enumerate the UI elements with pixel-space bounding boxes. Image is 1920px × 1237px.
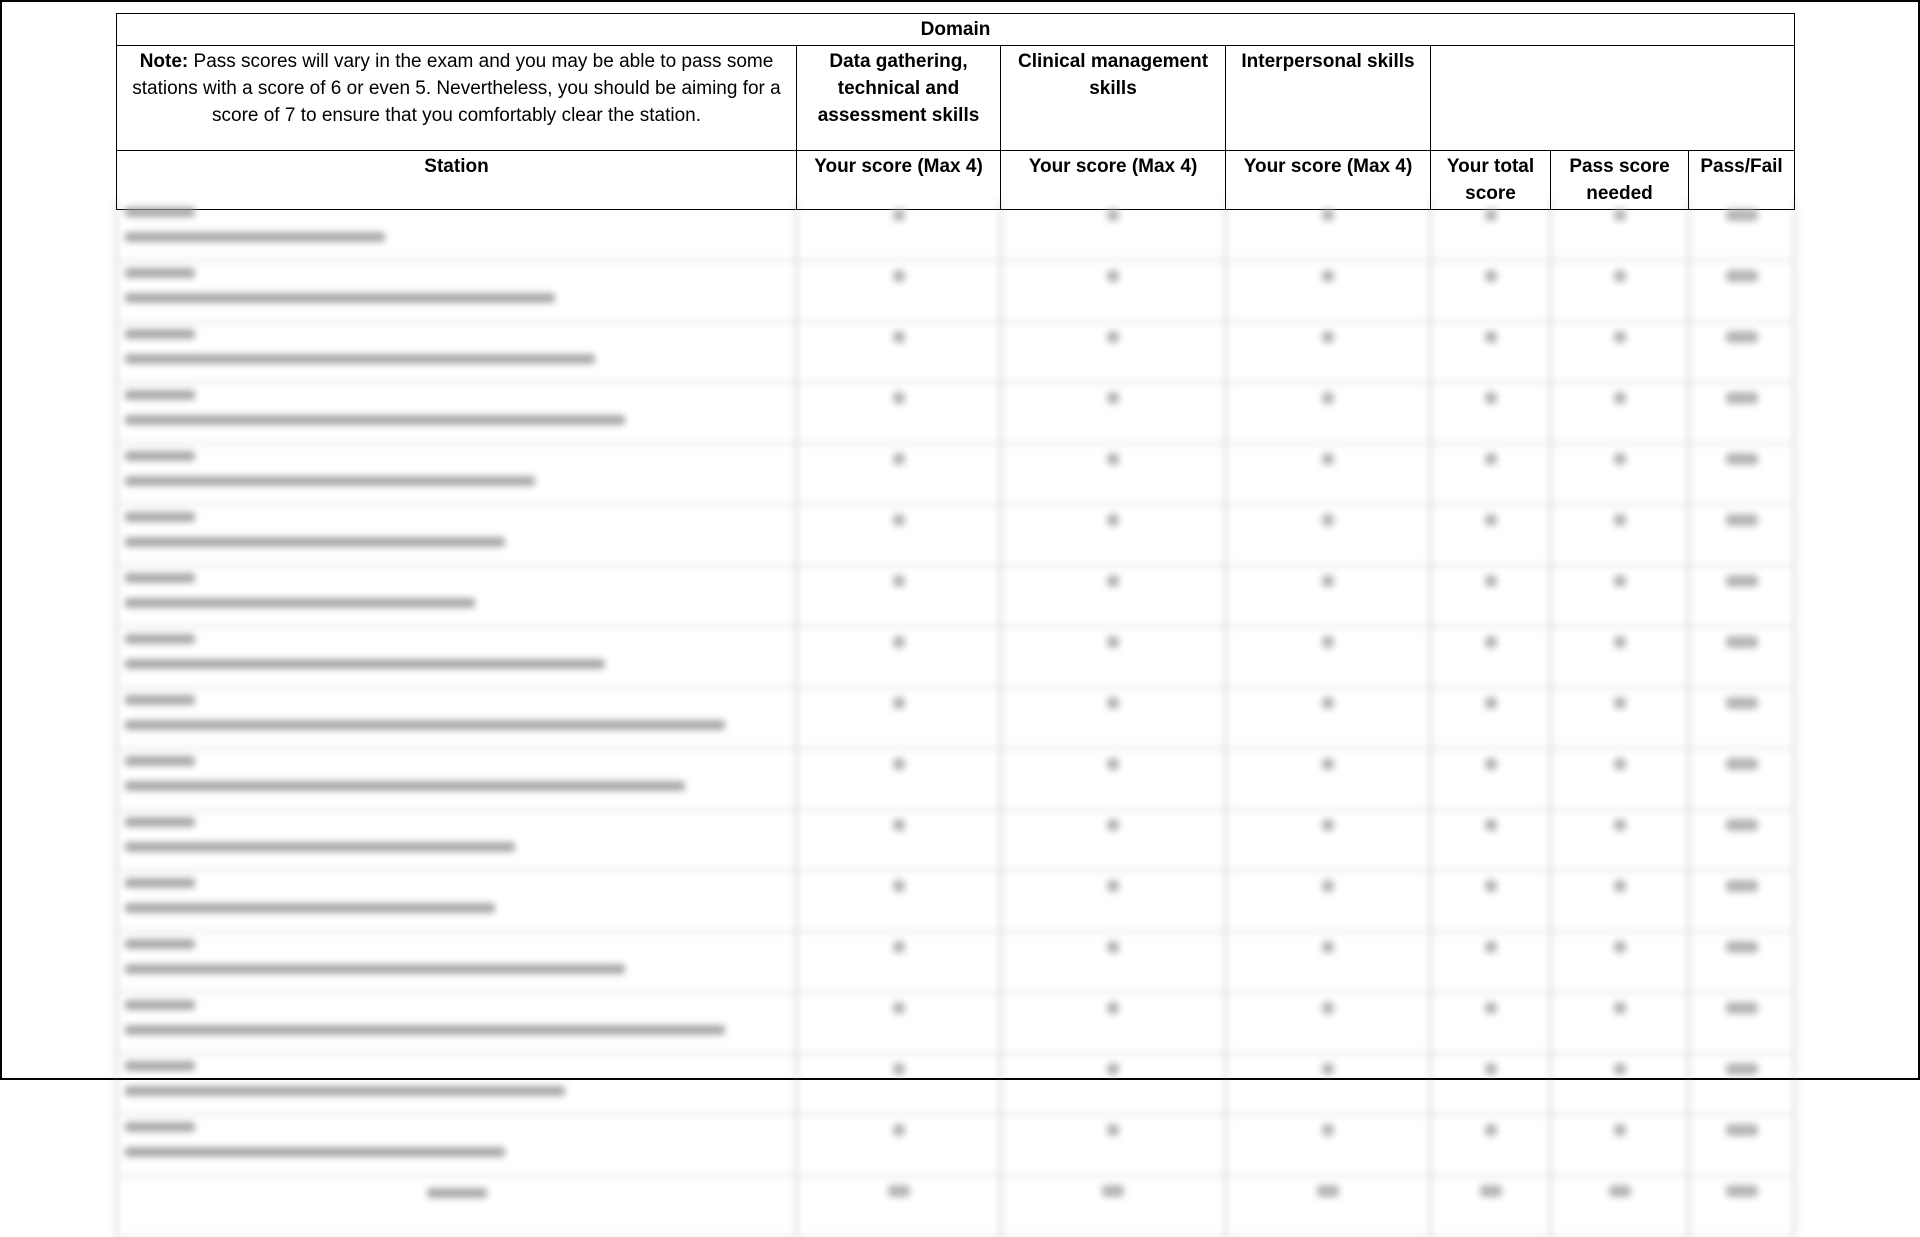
- blurred-score-cell: [1226, 1115, 1431, 1176]
- blurred-score-cell: [797, 993, 1001, 1054]
- blurred-station-cell: [117, 1054, 797, 1115]
- blurred-pass-fail-cell: [1689, 566, 1795, 627]
- blurred-total-cell: [1689, 1176, 1795, 1237]
- blurred-score-cell: [1431, 566, 1551, 627]
- blurred-score-cell: [1226, 932, 1431, 993]
- blurred-station-cell: [117, 932, 797, 993]
- blurred-station-cell: [117, 810, 797, 871]
- blurred-score-cell: [1551, 688, 1689, 749]
- score-sheet: [116, 13, 1794, 210]
- blurred-score-cell: [797, 444, 1001, 505]
- blurred-pass-fail-cell: [1689, 383, 1795, 444]
- blurred-score-cell: [1551, 993, 1689, 1054]
- blurred-score-cell: [1431, 932, 1551, 993]
- blurred-score-cell: [1431, 383, 1551, 444]
- domain-data-gathering: Data gathering, technical and assessment skills: [797, 46, 1001, 151]
- blurred-station-cell: [117, 688, 797, 749]
- blurred-score-cell: [1226, 993, 1431, 1054]
- note-label: Note:: [139, 51, 189, 72]
- blurred-score-cell: [1001, 627, 1226, 688]
- blurred-score-cell: [797, 1054, 1001, 1115]
- blurred-score-cell: [1226, 810, 1431, 871]
- blurred-score-cell: [797, 688, 1001, 749]
- col-total-score: Your total score: [1431, 151, 1551, 210]
- blurred-pass-fail-cell: [1689, 810, 1795, 871]
- blurred-station-cell: [117, 444, 797, 505]
- domain-heading: Domain: [117, 14, 1795, 46]
- blurred-score-cell: [1431, 749, 1551, 810]
- blurred-score-cell: [797, 1115, 1001, 1176]
- blurred-station-cell: [117, 993, 797, 1054]
- blurred-score-cell: [797, 383, 1001, 444]
- blurred-row: [117, 1115, 1795, 1176]
- blurred-score-cell: [1001, 505, 1226, 566]
- blurred-pass-fail-cell: [1689, 444, 1795, 505]
- blurred-score-cell: [1551, 627, 1689, 688]
- blurred-row: [117, 810, 1795, 871]
- blurred-total-cell: [1431, 1176, 1551, 1237]
- blurred-score-cell: [1431, 688, 1551, 749]
- col-score-clinical: Your score (Max 4): [1001, 151, 1226, 210]
- blurred-score-cell: [1551, 261, 1689, 322]
- blurred-row: [117, 444, 1795, 505]
- blurred-score-cell: [797, 627, 1001, 688]
- blurred-score-cell: [1226, 688, 1431, 749]
- blurred-score-cell: [1226, 749, 1431, 810]
- blurred-pass-fail-cell: [1689, 688, 1795, 749]
- blurred-score-cell: [1551, 1115, 1689, 1176]
- blurred-score-cell: [1001, 810, 1226, 871]
- blurred-score-cell: [797, 810, 1001, 871]
- blurred-pass-fail-cell: [1689, 932, 1795, 993]
- blurred-pass-fail-cell: [1689, 322, 1795, 383]
- blurred-score-cell: [1431, 871, 1551, 932]
- blurred-score-cell: [1226, 383, 1431, 444]
- blurred-row: [117, 932, 1795, 993]
- blurred-score-cell: [1226, 261, 1431, 322]
- blurred-total-cell: [797, 1176, 1001, 1237]
- blurred-score-cell: [1001, 566, 1226, 627]
- blurred-score-cell: [1431, 810, 1551, 871]
- blurred-station-cell: [117, 871, 797, 932]
- blurred-score-cell: [1431, 627, 1551, 688]
- blurred-score-cell: [797, 871, 1001, 932]
- blurred-row: [117, 383, 1795, 444]
- blurred-row: [117, 1054, 1795, 1115]
- domain-clinical-management: Clinical management skills: [1001, 46, 1226, 151]
- blurred-score-cell: [1551, 749, 1689, 810]
- blurred-score-cell: [1551, 505, 1689, 566]
- blurred-station-cell: [117, 1115, 797, 1176]
- blurred-total-row: [117, 1176, 1795, 1237]
- col-score-interpersonal: Your score (Max 4): [1226, 151, 1431, 210]
- blurred-score-cell: [797, 200, 1001, 261]
- blurred-pass-fail-cell: [1689, 627, 1795, 688]
- blurred-score-cell: [797, 505, 1001, 566]
- blurred-station-cell: [117, 566, 797, 627]
- blurred-score-cell: [1431, 505, 1551, 566]
- blurred-pass-fail-cell: [1689, 505, 1795, 566]
- blurred-pass-fail-cell: [1689, 1054, 1795, 1115]
- blurred-score-cell: [1226, 627, 1431, 688]
- blurred-score-cell: [1001, 383, 1226, 444]
- blurred-score-cell: [1431, 1054, 1551, 1115]
- col-score-data-gathering: Your score (Max 4): [797, 151, 1001, 210]
- domain-interpersonal: Interpersonal skills: [1226, 46, 1431, 151]
- note-cell: [117, 46, 797, 151]
- blurred-score-cell: [1431, 200, 1551, 261]
- blurred-station-cell: [117, 322, 797, 383]
- blurred-total-cell: [1551, 1176, 1689, 1237]
- blurred-pass-fail-cell: [1689, 871, 1795, 932]
- blurred-total-cell: [1001, 1176, 1226, 1237]
- blurred-station-cell: [117, 627, 797, 688]
- blurred-score-cell: [1226, 200, 1431, 261]
- blurred-score-cell: [797, 261, 1001, 322]
- col-pass-fail: Pass/Fail: [1689, 151, 1795, 210]
- blurred-results-area: [116, 200, 1794, 1080]
- blurred-pass-fail-cell: [1689, 200, 1795, 261]
- blurred-score-cell: [1551, 383, 1689, 444]
- blurred-score-cell: [1001, 993, 1226, 1054]
- blurred-score-cell: [1226, 1054, 1431, 1115]
- blurred-score-cell: [797, 749, 1001, 810]
- blurred-row: [117, 993, 1795, 1054]
- blurred-row: [117, 566, 1795, 627]
- blurred-score-cell: [1226, 505, 1431, 566]
- blurred-station-cell: [117, 505, 797, 566]
- blurred-score-cell: [1551, 871, 1689, 932]
- domain-blank-cell: [1431, 46, 1795, 151]
- blurred-row: [117, 200, 1795, 261]
- blurred-pass-fail-cell: [1689, 261, 1795, 322]
- blurred-total-label: [117, 1176, 797, 1237]
- blurred-row: [117, 505, 1795, 566]
- blurred-row: [117, 627, 1795, 688]
- blurred-score-cell: [1226, 322, 1431, 383]
- blurred-score-cell: [797, 932, 1001, 993]
- blurred-score-cell: [1551, 322, 1689, 383]
- blurred-station-cell: [117, 200, 797, 261]
- blurred-score-cell: [1431, 444, 1551, 505]
- blurred-score-cell: [1431, 322, 1551, 383]
- blurred-total-cell: [1226, 1176, 1431, 1237]
- blurred-score-cell: [1001, 932, 1226, 993]
- blurred-row: [117, 749, 1795, 810]
- blurred-score-cell: [1431, 993, 1551, 1054]
- blurred-station-cell: [117, 261, 797, 322]
- blurred-row: [117, 688, 1795, 749]
- blurred-pass-fail-cell: [1689, 993, 1795, 1054]
- blurred-score-cell: [1001, 444, 1226, 505]
- blurred-station-cell: [117, 749, 797, 810]
- blurred-score-cell: [1001, 749, 1226, 810]
- blurred-pass-fail-cell: [1689, 749, 1795, 810]
- blurred-station-cell: [117, 383, 797, 444]
- blurred-score-cell: [1001, 1115, 1226, 1176]
- blurred-score-cell: [1551, 1054, 1689, 1115]
- blurred-row: [117, 261, 1795, 322]
- blurred-score-cell: [1226, 566, 1431, 627]
- blurred-score-cell: [1431, 1115, 1551, 1176]
- blurred-score-cell: [1001, 688, 1226, 749]
- blurred-score-cell: [1226, 871, 1431, 932]
- blurred-row: [117, 322, 1795, 383]
- col-pass-score-needed: Pass score needed: [1551, 151, 1689, 210]
- blurred-pass-fail-cell: [1689, 1115, 1795, 1176]
- blurred-score-cell: [1551, 810, 1689, 871]
- blurred-score-cell: [1551, 444, 1689, 505]
- blurred-score-cell: [1551, 200, 1689, 261]
- blurred-score-cell: [1551, 566, 1689, 627]
- blurred-score-cell: [1001, 1054, 1226, 1115]
- col-station: Station: [117, 151, 797, 210]
- score-table-header: [116, 13, 1795, 210]
- blurred-score-cell: [797, 322, 1001, 383]
- blurred-score-cell: [1431, 261, 1551, 322]
- blurred-score-cell: [1226, 444, 1431, 505]
- blurred-score-cell: [797, 566, 1001, 627]
- blurred-row: [117, 871, 1795, 932]
- note-text: Pass scores will vary in the exam and you may be able to pass some stations with a score of 6 or even 5. Nevertheless, you should be aiming for a score of 7 to ensure that you comfortably clear the station.: [132, 51, 781, 126]
- blurred-score-cell: [1001, 322, 1226, 383]
- blurred-score-cell: [1551, 932, 1689, 993]
- blurred-score-cell: [1001, 200, 1226, 261]
- blurred-score-cell: [1001, 871, 1226, 932]
- blurred-results-table: [116, 200, 1795, 1237]
- blurred-score-cell: [1001, 261, 1226, 322]
